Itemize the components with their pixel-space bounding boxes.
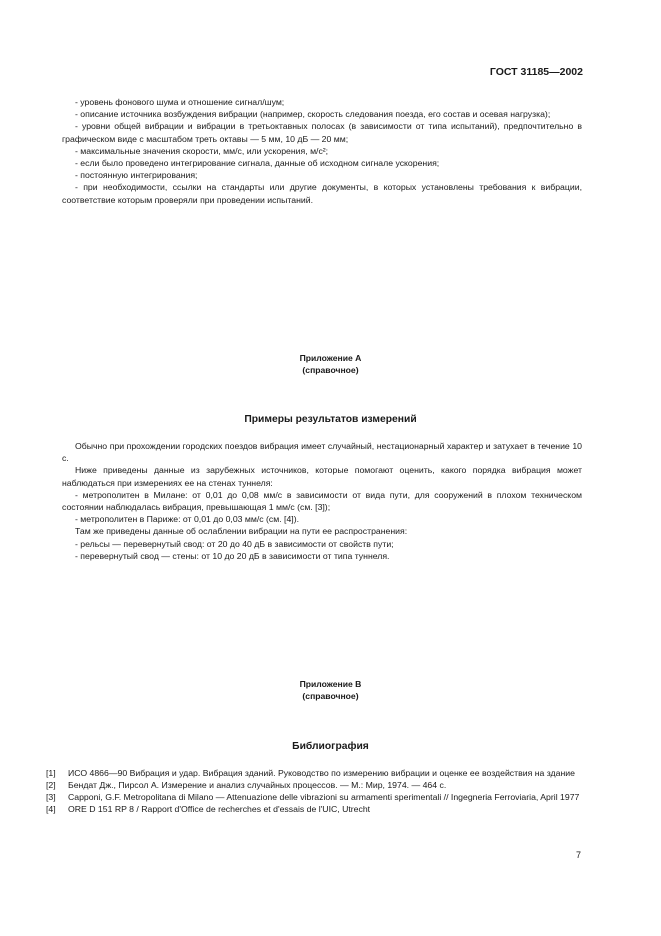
annex-a-heading	[0, 352, 661, 376]
list-item: - описание источника возбуждения вибрации (например, скорость следования поезда, его состав и осевая нагрузка);	[75, 109, 551, 120]
paragraph: Обычно при прохождении городских поездов вибрация имеет случайный, нестационарный характер и затухает в течение 10 с.	[62, 441, 582, 464]
bibliography-text: ИСО 4866—90 Вибрация и удар. Вибрация зданий. Руководство по измерению вибрации и оценке ее воздействия на здание	[68, 768, 575, 778]
list-item: - уровень фонового шума и отношение сигнал/шум;	[75, 97, 285, 107]
list-item: - метрополитен в Париже: от 0,01 до 0,03 мм/с (см. [4]).	[75, 514, 300, 525]
bibliography-title: Библиография	[292, 741, 369, 752]
bibliography-entry	[46, 804, 586, 816]
annex-b-heading	[0, 678, 661, 702]
bibliography-list	[46, 768, 586, 816]
bibliography-text: Бендат Дж., Пирсол А. Измерение и анализ случайных процессов. — М.: Мир, 1974. — 464 с.	[68, 780, 447, 790]
page-number: 7	[575, 850, 581, 860]
annex-b-label: Приложение В	[299, 679, 362, 689]
bibliography-entry	[46, 792, 586, 804]
standard-designation: ГОСТ 31185—2002	[489, 66, 583, 78]
bibliography-number: [1]	[46, 768, 56, 778]
annex-a-title: Примеры результатов измерений	[244, 414, 417, 425]
list-item: - метрополитен в Милане: от 0,01 до 0,08 мм/с в зависимости от вида пути, для сооружений в плохом техническом состоянии наблюдалась вибрация, превышающая 1 мм/с (см. [3]);	[62, 489, 582, 513]
bibliography-number: [4]	[46, 804, 56, 814]
annex-b-kind: (справочное)	[302, 691, 359, 701]
bibliography-number: [3]	[46, 792, 56, 802]
bibliography-text: ORE D 151 RP 8 / Rapport d'Office de recherches et d'essais de l'UIC, Utrecht	[68, 804, 371, 814]
paragraph: Ниже приведены данные из зарубежных источников, которые помогают оценить, какого порядка вибрация может наблюдаться при измерениях ее на стенах туннеля:	[62, 465, 582, 488]
bibliography-text: Capponi, G.F. Metropolitana di Milano — Attenuazione delle vibrazioni su armamenti sperimentali // Ingegneria Ferroviaria, April 1977	[68, 792, 580, 802]
bibliography-entry	[46, 768, 586, 780]
list-item: - при необходимости, ссылки на стандарты или другие документы, в которых установлены требования к вибрации, соответствие которым проверяли при проведении испытаний.	[62, 182, 582, 205]
annex-a-kind: (справочное)	[302, 365, 359, 375]
report-requirements-list	[62, 96, 582, 206]
annex-a-label: Приложение А	[299, 353, 362, 363]
list-item: - уровни общей вибрации и вибрации в третьоктавных полосах (в зависимости от типа испытаний), предпочтительно в графическом виде с масштабом треть октавы — 5 мм, 10 дБ — 20 мм;	[62, 121, 582, 144]
list-item: - постоянную интегрирования;	[75, 170, 198, 181]
list-item: - если было проведено интегрирование сигнала, данные об исходном сигнале ускорения;	[75, 158, 440, 169]
list-item: - рельсы — перевернутый свод: от 20 до 40 дБ в зависимости от свойств пути;	[75, 538, 394, 549]
bibliography-number: [2]	[46, 780, 56, 790]
annex-a-body	[62, 440, 582, 562]
paragraph: Там же приведены данные об ослаблении вибрации на пути ее распространения:	[75, 526, 408, 537]
list-item: - перевернутый свод — стены: от 10 до 20 дБ в зависимости от типа туннеля.	[75, 550, 390, 561]
bibliography-entry	[46, 780, 586, 792]
list-item: - максимальные значения скорости, мм/с, или ускорения, м/с²;	[75, 145, 329, 156]
